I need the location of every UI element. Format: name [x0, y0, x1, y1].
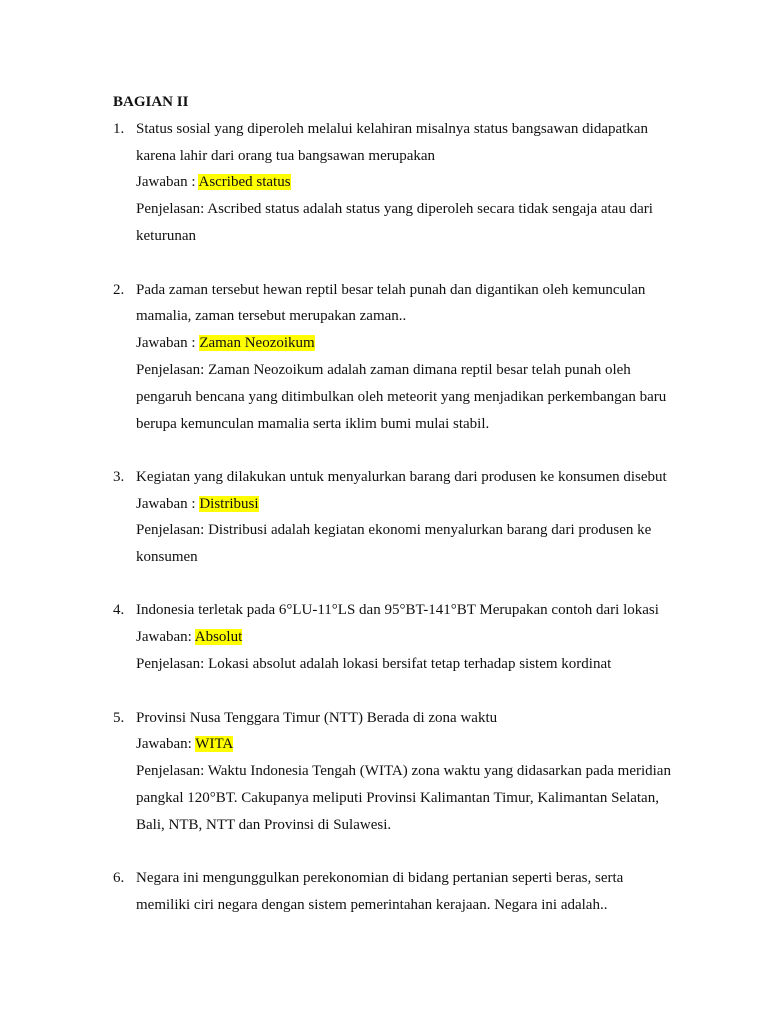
answer-line	[136, 333, 315, 353]
question-text-line: Status sosial yang diperoleh melalui kelahiran misalnya status bangsawan didapatkan	[136, 121, 648, 137]
answer-line	[136, 494, 259, 514]
answer-line	[136, 734, 233, 754]
question-text-line: memiliki ciri negara dengan sistem pemerintahan kerajaan. Negara ini adalah..	[136, 897, 608, 913]
answer-label: Jawaban:	[136, 629, 195, 645]
question-number: 1.	[113, 121, 125, 137]
question-text-line: Pada zaman tersebut hewan reptil besar telah punah dan digantikan oleh kemunculan	[136, 282, 646, 298]
explanation-line: Penjelasan: Ascribed status adalah status yang diperoleh secara tidak sengaja atau dari	[136, 201, 653, 217]
answer-label: Jawaban :	[136, 335, 200, 351]
explanation-line: Penjelasan: Distribusi adalah kegiatan ekonomi menyalurkan barang dari produsen ke	[136, 522, 652, 538]
answer-label: Jawaban:	[136, 736, 196, 752]
question-text-line: Kegiatan yang dilakukan untuk menyalurkan barang dari produsen ke konsumen disebut	[136, 469, 667, 485]
explanation-line: Penjelasan: Lokasi absolut adalah lokasi bersifat tetap terhadap sistem kordinat	[136, 656, 612, 672]
question-number: 4.	[113, 602, 125, 618]
question-text-line: mamalia, zaman tersebut merupakan zaman..	[136, 308, 407, 324]
explanation-line: keturunan	[136, 228, 196, 244]
question-number: 5.	[113, 710, 125, 726]
explanation-line: Penjelasan: Waktu Indonesia Tengah (WITA) zona waktu yang didasarkan pada meridian	[136, 763, 671, 779]
answer-label: Jawaban :	[136, 496, 200, 512]
explanation-line: Bali, NTB, NTT dan Provinsi di Sulawesi.	[136, 817, 392, 833]
explanation-line: berupa kemunculan mamalia serta iklim bumi mulai stabil.	[136, 416, 490, 432]
answer-line	[136, 627, 242, 647]
question-number: 2.	[113, 282, 125, 298]
answer-highlight: Distribusi	[199, 496, 259, 512]
answer-label: Jawaban :	[136, 174, 199, 190]
explanation-line: konsumen	[136, 549, 198, 565]
explanation-line: pengaruh bencana yang ditimbulkan oleh meteorit yang menjadikan perkembangan baru	[136, 389, 667, 405]
question-text-line: Indonesia terletak pada 6°LU-11°LS dan 95°BT-141°BT Merupakan contoh dari lokasi	[136, 602, 659, 618]
section-heading: BAGIAN II	[113, 94, 189, 110]
answer-highlight: WITA	[195, 736, 234, 752]
question-text-line: karena lahir dari orang tua bangsawan merupakan	[136, 148, 436, 164]
question-number: 3.	[113, 469, 125, 485]
explanation-line: pangkal 120°BT. Cakupanya meliputi Provinsi Kalimantan Timur, Kalimantan Selatan,	[136, 790, 659, 806]
answer-highlight: Zaman Neozoikum	[199, 335, 315, 351]
explanation-line: Penjelasan: Zaman Neozoikum adalah zaman dimana reptil besar telah punah oleh	[136, 362, 631, 378]
answer-highlight: Ascribed status	[198, 174, 291, 190]
answer-highlight: Absolut	[194, 629, 243, 645]
question-text-line: Negara ini mengunggulkan perekonomian di bidang pertanian seperti beras, serta	[136, 870, 624, 886]
question-number: 6.	[113, 870, 125, 886]
answer-line	[136, 172, 291, 192]
question-text-line: Provinsi Nusa Tenggara Timur (NTT) Berada di zona waktu	[136, 710, 498, 726]
